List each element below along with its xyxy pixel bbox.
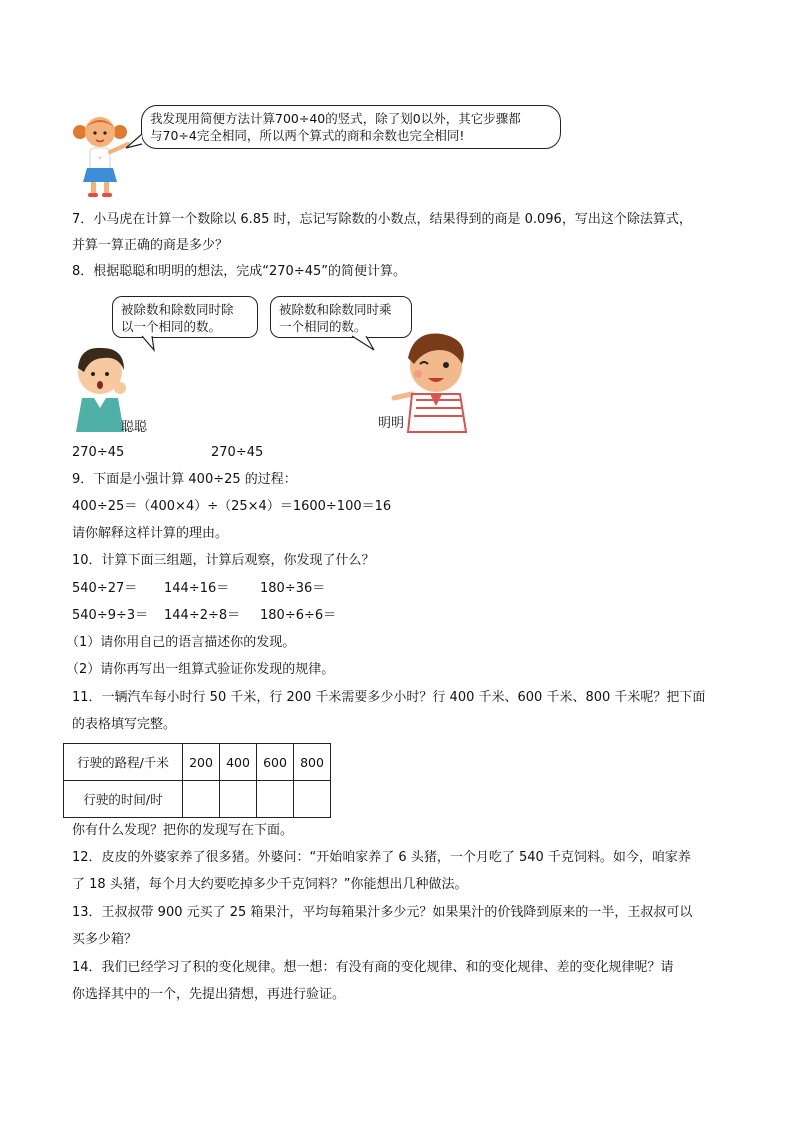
table-row [64, 781, 331, 818]
q10-row2-item2: 144÷2÷8＝ [164, 608, 241, 623]
q10-line1: 10．计算下面三组题，计算后观察，你发现了什么？ [72, 553, 375, 568]
q13-line2: 买多少箱？ [72, 932, 138, 947]
q8-line1: 8．根据聪聪和明明的想法，完成“270÷45”的简便计算。 [72, 264, 406, 279]
q11-line3: 你有什么发现？把你的发现写在下面。 [72, 823, 294, 838]
congcong-name-label: 聪聪 [121, 420, 148, 435]
mingming-name-label: 明明 [378, 416, 405, 431]
table-distance-800: 800 [294, 744, 331, 781]
q10-row2-item1: 540÷9÷3＝ [72, 608, 149, 623]
q10-row1-item2: 144÷16＝ [164, 581, 230, 596]
table-row2-label: 行驶的时间/时 [64, 781, 183, 818]
q10-sub1: （1）请你用自己的语言描述你的发现。 [66, 635, 296, 650]
q10-row2-item3: 180÷6÷6＝ [260, 608, 337, 623]
q7-line1: 7．小马虎在计算一个数除以 6.85 时，忘记写除数的小数点，结果得到的商是 0.096，写出这个除法算式， [72, 212, 692, 227]
girl-illustration [70, 108, 140, 200]
q10-row1-item3: 180÷36＝ [260, 581, 326, 596]
q11-line2: 的表格填写完整。 [72, 717, 177, 732]
distance-time-table [63, 743, 331, 818]
girl-bubble-tail [124, 132, 146, 152]
table-time-cell-3 [257, 781, 294, 818]
table-distance-600: 600 [257, 744, 294, 781]
mingming-bubble-tail [350, 336, 378, 354]
q9-line2: 400÷25＝（400×4）÷（25×4）＝1600÷100＝16 [72, 499, 392, 514]
girl-speech-line2: 与70÷4完全相同，所以两个算式的商和余数也完全相同! [150, 128, 465, 143]
q8-expression-left: 270÷45 [72, 445, 125, 460]
girl-speech-line1: 我发现用简便方法计算700÷40的竖式，除了划0以外，其它步骤都 [150, 111, 521, 126]
mingming-speech-line1: 被除数和除数同时乘 [279, 302, 392, 317]
q7-line2: 并算一算正确的商是多少？ [72, 238, 229, 253]
congcong-speech-bubble [112, 296, 258, 338]
mingming-speech-line2: 一个相同的数。 [279, 319, 367, 334]
q13-line1: 13．王叔叔带 900 元买了 25 箱果汁，平均每箱果汁多少元？如果果汁的价钱降到原来的一半，王叔叔可以 [72, 905, 693, 920]
table-time-cell-2 [220, 781, 257, 818]
q14-line1: 14．我们已经学习了积的变化规律。想一想：有没有商的变化规律、和的变化规律、差的变化规律呢？请 [72, 960, 674, 975]
congcong-bubble-tail [140, 336, 160, 354]
q12-line1: 12．皮皮的外婆家养了很多猪。外婆问：“开始咱家养了 6 头猪，一个月吃了 540 千克饲料。如今，咱家养 [72, 850, 691, 865]
q9-line1: 9．下面是小强计算 400÷25 的过程： [72, 472, 297, 487]
q11-line1: 11．一辆汽车每小时行 50 千米，行 200 千米需要多少小时？行 400 千米、600 千米、800 千米呢？把下面 [72, 690, 706, 705]
table-time-cell-1 [183, 781, 220, 818]
q8-expression-right: 270÷45 [211, 445, 264, 460]
table-row1-label: 行驶的路程/千米 [64, 744, 183, 781]
congcong-speech-line1: 被除数和除数同时除 [121, 302, 234, 317]
q12-line2: 了 18 头猪，每个月大约要吃掉多少千克饲料？”你能想出几种做法。 [72, 877, 468, 892]
table-distance-400: 400 [220, 744, 257, 781]
q10-sub2: （2）请你再写出一组算式验证你发现的规律。 [66, 662, 335, 677]
q10-row1-item1: 540÷27＝ [72, 581, 138, 596]
table-distance-200: 200 [183, 744, 220, 781]
table-time-cell-4 [294, 781, 331, 818]
congcong-speech-line2: 以一个相同的数。 [121, 319, 222, 334]
q9-line3: 请你解释这样计算的理由。 [72, 526, 229, 541]
q14-line2: 你选择其中的一个，先提出猜想，再进行验证。 [72, 987, 346, 1002]
table-row [64, 744, 331, 781]
girl-speech-bubble [141, 105, 561, 149]
